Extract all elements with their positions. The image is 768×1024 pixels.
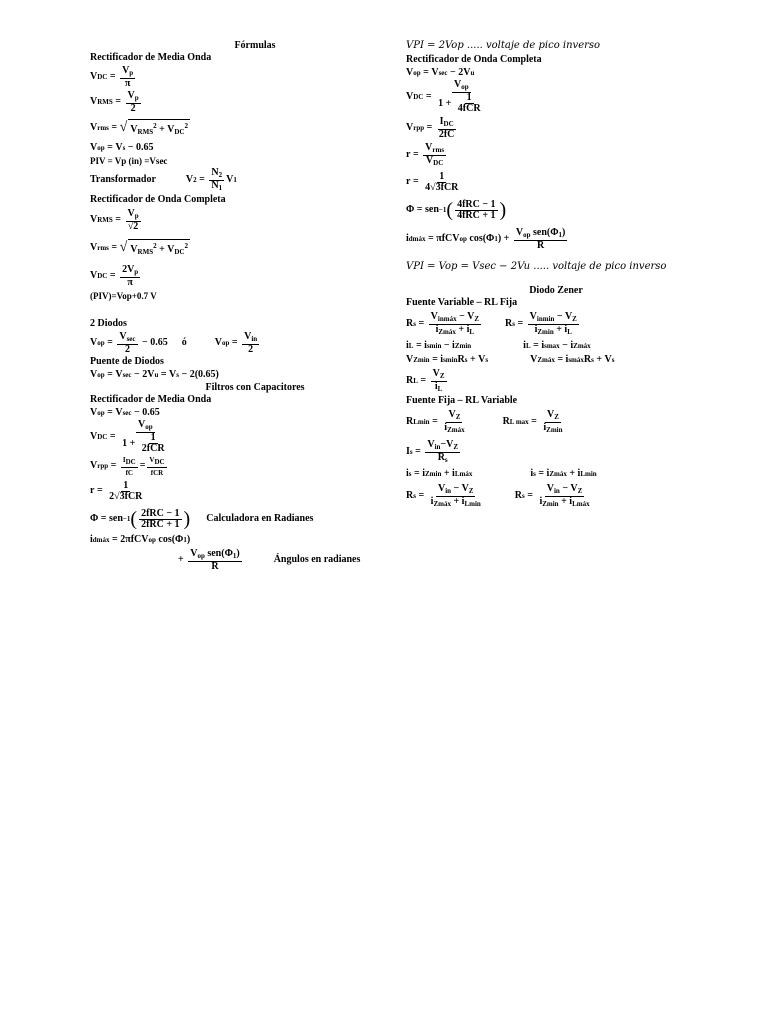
zener-is-row (406, 467, 706, 481)
or-word: ó (181, 337, 187, 348)
calc-radians-note: Calculadora en Radianes (206, 513, 314, 524)
eq-r-full: r = $\frac{1}{\text{4√3fCR}}$ (406, 170, 459, 193)
zener-rs-row (406, 309, 706, 339)
eq-rs-fixed-2: R s = $\frac{V_{in} - V_Z}{i_{Zmin} + i_{Lmáx}}$ (514, 482, 590, 508)
eq-rs-max: R s = $\frac{V_{inmáx} - V_Z}{i_{Zmáx} + i_L}$ (406, 310, 479, 336)
bridge-heading: Puente de Diodos (90, 356, 164, 367)
eq-vrms-half: V RMS = $\frac{V_p}{2}$ (90, 89, 139, 114)
eq-bridge: V op = V sec − 2V u = V s − 2(0.65) (90, 369, 219, 380)
eq-vdc-filter: V DC = $V_{op}$ 1 + $\frac{1}{\text{2fCR}}$ (90, 419, 165, 454)
eq-is-1: i s = i Zmin + i Lmáx (406, 468, 473, 479)
eq-transformer: Transformador V 2 = $\frac{N_2}{N_1}$ V 1 (90, 166, 237, 192)
vpi-half-note: VPI = 2Vop ..... voltaje de pico inverso (406, 40, 601, 51)
filters-heading: Filtros con Capacitores (205, 382, 305, 393)
eq-vop-filter: V op = V sec − 0.65 (90, 407, 160, 418)
eq-phi-filter: Φ = sen −1 ( $\frac{\text{2fRC − 1}}{\text{2fRC + 1}}$ ) Calculadora en Radianes (90, 507, 314, 530)
zener-rs2-row (406, 481, 706, 511)
zener-rl-row (406, 407, 706, 437)
eq-vrms-full: V RMS = $\frac{V_p}{√2}$ (90, 207, 139, 232)
zener-il-row (406, 339, 706, 353)
eq-vrms-sqrt: V rms = √ $V_{RMS}^2 + V_{DC}^2$ (90, 120, 188, 136)
eq-rs-fixed-1: R s = $\frac{V_{in} - V_Z}{i_{Zmáx} + i_{Lmin}}$ (406, 482, 481, 508)
eq-vzmax: V Zmáx = i smáx R s + V s (530, 354, 615, 365)
eq-is: I s = $\frac{V_{in}-V_Z}{R_s}$ (406, 438, 459, 464)
eq-vdc-half: V DC = $\frac{V_p}{\pi}$ (90, 64, 134, 89)
eq-vrpp-filter: V rpp = $\frac{I_{DC}}{fC}$ = $\frac{V_{DC}}{\text{fCR}}$ (90, 455, 165, 477)
eq-rs-min: R s = $\frac{V_{inmin} - V_Z}{i_{Zmin} + i_L}$ (505, 310, 577, 336)
eq-two-diodes: V op = $\frac{V_{sec}}{2}$ − 0.65 ó V op = $\frac{V_{in}}{2}$ (90, 330, 258, 355)
eq-il-1: i L = i smin − i Zmin (406, 340, 472, 351)
eq-vop-half: V op = V s − 0.65 (90, 142, 154, 153)
half-wave-heading-2: Rectificador de Media Onda (90, 394, 212, 405)
eq-r-filter: r = $\frac{1}{\text{2√3fCR}}$ (90, 479, 143, 502)
vpi-full-note: VPI = Vop = Vsec − 2Vu ..... voltaje de pico inverso (406, 261, 667, 272)
two-diodes-heading: 2 Diodos (90, 318, 127, 329)
page-title: Fórmulas (234, 40, 276, 51)
eq-rlmax: R L max = $\frac{V_Z}{i_{Zmin}}$ (502, 408, 563, 434)
right-column (406, 40, 706, 511)
full-wave-heading-right: Rectificador de Onda Completa (406, 54, 542, 65)
eq-vdc-full-filter: V DC = $V_{op}$ 1 + $\frac{1}{\text{4fCR}}$ (406, 79, 481, 114)
eq-vzmin: V Zmin = i smin R s + V s (406, 354, 489, 365)
angles-radians-note: Ángulos en radianes (273, 554, 361, 565)
transformer-label: Transformador (90, 174, 156, 185)
piv-text-2: (PIV)=Vop+0.7 V (90, 291, 157, 301)
half-wave-heading: Rectificador de Media Onda (90, 52, 212, 63)
zener-vz-row (406, 353, 706, 367)
eq-vdc-full: V DC = $\frac{2V_p}{\pi}$ (90, 263, 139, 288)
eq-rl: R L = $\frac{V_Z}{i_L}$ (406, 367, 445, 393)
eq-rlmin: R Lmin = $\frac{V_Z}{i_{Zmáx}}$ (406, 408, 465, 434)
eq-vrms-sqrt-full: V rms = √ $V_{RMS}^2 + V_{DC}^2$ (90, 240, 188, 256)
zener-heading: Diodo Zener (529, 285, 583, 296)
full-wave-heading-left: Rectificador de Onda Completa (90, 194, 226, 205)
eq-phi-full: Φ = sen −1 ( $\frac{\text{4fRC − 1}}{\text{4fRC + 1}}$ ) (406, 198, 507, 221)
eq-idmax-full: i dmáx = πfCV op cos(Φ 1 ) + $\frac{V_{op} sen(\Phi_1)}{R}$ (406, 226, 566, 251)
eq-idmax-filter: i dmáx = 2πfCV op cos(Φ 1 ) (90, 534, 191, 545)
fixed-source-heading: Fuente Fija – RL Variable (406, 395, 518, 406)
eq-idmax-filter-2: + $\frac{V_{op} sen(\Phi_1)}{R}$ Ángulos en radianes (178, 547, 361, 572)
eq-r-ratio: r = $\frac{V_{rms}}{V_{DC}}$ (406, 141, 445, 167)
piv-text-1: PIV = Vp (in) =Vsec (90, 156, 168, 166)
eq-il-2: i L = i smax − i Zmáx (523, 340, 591, 351)
left-column (90, 40, 380, 574)
eq-is-2: i s = i Zmáx + i Lmin (530, 468, 597, 479)
eq-vrpp-full: V rpp = $\frac{I_{DC}}{2fC}$ (406, 115, 455, 140)
eq-vop-full: V op = V sec − 2V u (406, 67, 475, 78)
variable-source-heading: Fuente Variable – RL Fija (406, 297, 518, 308)
